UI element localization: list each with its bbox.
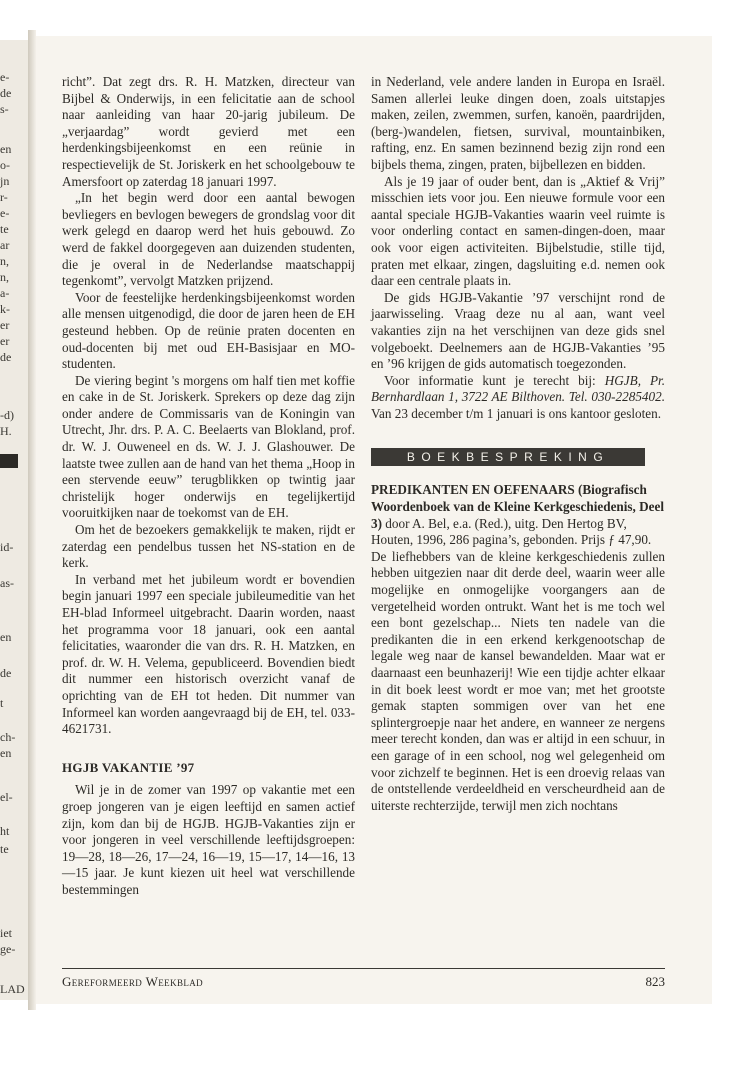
margin-fragment: s-	[0, 102, 9, 116]
margin-fragment: iet	[0, 926, 12, 940]
paragraph: In verband met het jubileum wordt er bovendien begin januari 1997 een speciale jubileumeditie van het EH-blad Informeel uitgebracht. Daarin worden, naast het programma voor 18 januari, ook een aantal felicitaties, waaronder die van drs. R. H. Matzken, en prof. dr. W. H. Velema, gepubliceerd. Bovendien biedt dit nummer een historisch overzicht vanaf de oprichting van de EH tot heden. Dit nummer van Informeel kan worden aangevraagd bij de EH, tel. 033-4621731.	[62, 571, 355, 737]
paragraph: Wil je in de zomer van 1997 op vakantie met een groep jongeren van je eigen leeftijd en samen actief zijn, kom dan bij de HGJB. HGJB-Vakanties zijn er voor jongeren in veel verschillende leeftijdsgroepen: 19—28, 18—26, 17—24, 16—19, 15—17, 14—16, 13—15 jaar. Je kunt kiezen uit heel wat verschillende bestemmingen	[62, 782, 355, 897]
margin-fragment: ht	[0, 824, 10, 838]
margin-fragment: o-	[0, 158, 10, 172]
paragraph: De gids HGJB-Vakantie ’97 verschijnt rond de jaarwisseling. Vraag deze nu al aan, want veel vakanties zijn na het verschijnen van deze gids snel volgeboekt. Deelnemers aan de HGJB-Vakanties ’95 en ’96 krijgen de gids automatisch toegezonden.	[371, 289, 665, 372]
margin-fragment: r-	[0, 190, 8, 204]
section-banner: BOEKBESPREKING	[371, 448, 645, 466]
margin-fragment: -d)	[0, 408, 14, 422]
margin-fragment: er	[0, 334, 10, 348]
margin-fragment: t	[0, 696, 4, 710]
margin-fragment: e-	[0, 206, 10, 220]
margin-fragment: LAD	[0, 982, 25, 996]
previous-page-sliver	[0, 40, 28, 1000]
contact-lead: Voor informatie kunt je terecht bij:	[384, 372, 596, 388]
paragraph: Voor de feestelijke herdenkingsbijeenkomst worden alle mensen uitgenodigd, die door de jaren heen de EH gesteund hebben. Op de reünie praten docenten en oud-docenten bij met oud EH-Basisjaar en MO-studenten.	[62, 289, 355, 372]
publication-title: Gereformeerd Weekblad	[62, 974, 204, 989]
margin-fragment: er	[0, 318, 10, 332]
margin-fragment: en	[0, 630, 12, 644]
margin-fragment: as-	[0, 576, 14, 590]
margin-fragment: te	[0, 842, 9, 856]
page-number: 823	[645, 974, 665, 989]
review-meta: door A. Bel, e.a. (Red.), uitg. Den Hertog BV, Houten, 1996, 286 pagina’s, gebonden. Prijs ƒ 47,90.	[371, 515, 652, 548]
margin-fragment: n,	[0, 270, 9, 284]
margin-fragment: en	[0, 142, 12, 156]
contact-tail: Van 23 december t/m 1 januari is ons kantoor gesloten.	[371, 405, 662, 421]
margin-fragment: e-	[0, 70, 10, 84]
margin-fragment: jn	[0, 174, 10, 188]
magazine-page	[36, 36, 712, 1004]
paragraph: in Nederland, vele andere landen in Europa en Israël. Samen allerlei leuke dingen doen, zoals uitstapjes maken, zeilen, zwemmen, surfen, kanoën, paardrijden, (berg-)wandelen, fietsen, survival, mountainbiken, rafting, enz. En samen bezinnend bezig zijn rond een bijbels thema, zingen, praten, bijbellezen en bidden.	[371, 74, 665, 172]
margin-block	[0, 454, 18, 468]
margin-fragment: ch-	[0, 730, 16, 744]
left-column	[62, 74, 355, 899]
review-heading	[371, 482, 665, 548]
paragraph: Om het de bezoekers gemakkelijk te maken, rijdt er zaterdag een pendelbus tussen het NS-station en de kerk.	[62, 522, 355, 571]
margin-fragment: a-	[0, 286, 10, 300]
margin-fragment: de	[0, 86, 12, 100]
paragraph	[371, 373, 665, 423]
margin-fragment: de	[0, 666, 12, 680]
contact-address: HGJB, Pr. Bernhardlaan 1, 3722 AE Bilthoven. Tel. 030-2285402.	[371, 372, 666, 405]
margin-fragment: H.	[0, 424, 12, 438]
review-title: PREDIKANTEN EN OEFENAARS (Biografisch Woordenboek van de Kleine Kerkgeschiedenis, Deel 3)	[371, 482, 665, 531]
section-heading: HGJB VAKANTIE ’97	[62, 759, 195, 775]
page-gutter	[28, 30, 36, 1010]
footer-divider	[62, 968, 665, 969]
paragraph: Als je 19 jaar of ouder bent, dan is „Aktief & Vrij” misschien iets voor jou. Een nieuwe formule voor een aantal speciale HGJB-Vakanties waarin veel ruimte is voor onderling contact en samen-dingen-doen, maar ook voor eigen activiteiten. Bijbelstudie, stille tijd, praten met elkaar, zingen, dagsluiting e.d. nemen ook daar een centrale plaats in.	[371, 173, 665, 289]
right-column	[371, 74, 665, 814]
margin-fragment: k-	[0, 302, 10, 316]
margin-fragment: ge-	[0, 942, 16, 956]
margin-fragment: ar	[0, 238, 10, 252]
paragraph: De viering begint 's morgens om half tien met koffie en cake in de St. Joriskerk. Sprekers op deze dag zijn onder andere de Commissaris van de Koningin van Utrecht, Jhr. drs. P. A. C. Beelaerts van Blokland, prof. dr. W. J. Ouweneel en ds. W. J. J. Glashouwer. De laatste twee zullen aan de hand van het thema „Hoop in een stervende eeuw” terugblikken op twintig jaar christelijk hoger onderwijs en tegelijkertijd vooruitkijken naar de toekomst van de EH.	[62, 372, 355, 521]
margin-fragment: n,	[0, 254, 9, 268]
margin-fragment: en	[0, 746, 12, 760]
margin-fragment: de	[0, 350, 12, 364]
margin-fragment: id-	[0, 540, 14, 554]
paragraph: richt”. Dat zegt drs. R. H. Matzken, directeur van Bijbel & Onderwijs, in een felicitatie aan de school naar aanleiding van haar 20-jarig jubileum. De „verjaardag” wordt gevierd met een herdenkingsbijeenkomst en een reünie in respectievelijk de St. Joriskerk en het schoolgebouw te Amersfoort op zaterdag 18 januari 1997.	[62, 74, 355, 189]
margin-fragment: el-	[0, 790, 13, 804]
paragraph: „In het begin werd door een aantal bewogen bevliegers en bevlogen bewegers de grondslag voor dit werk gelegd en daarop werd het huis gebouwd. Zo werd de fakkel doorgegeven aan duizenden studenten, die je overal in de Nederlandse maatschappij tegenkomt”, vervolgt Matzken prijzend.	[62, 190, 355, 289]
review-body: De liefhebbers van de kleine kerkgeschiedenis zullen hebben uitgezien naar dit derde deel, waarin weer alle mogelijke en onmogelijke voorgangers aan de vergetelheid worden ontrukt. Want het is me toch wel een bont gezelschap... Niets ten nadele van die predikanten die in een erkend kerkgenootschap de legale weg naar de kansel bewandelden. Maar wat er daarnaast een beunhazerij! Wie een tijdje achter elkaar in dit boek leest wordt er moe van; met het grootste gemak stapten sommigen over van het ene splintergroepje naar het andere, en wanneer ze nergens meer terecht konden, dan was er altijd in een schuur, in een garage of in een school, nog wel gelegenheid om voor zichzelf te beginnen. Het is een droevig relaas van de ontstellende verdeeldheid en verscheurdheid aan de uiterste rechterzijde, terwijl men zich nochtans	[371, 548, 665, 813]
margin-fragment: te	[0, 222, 9, 236]
